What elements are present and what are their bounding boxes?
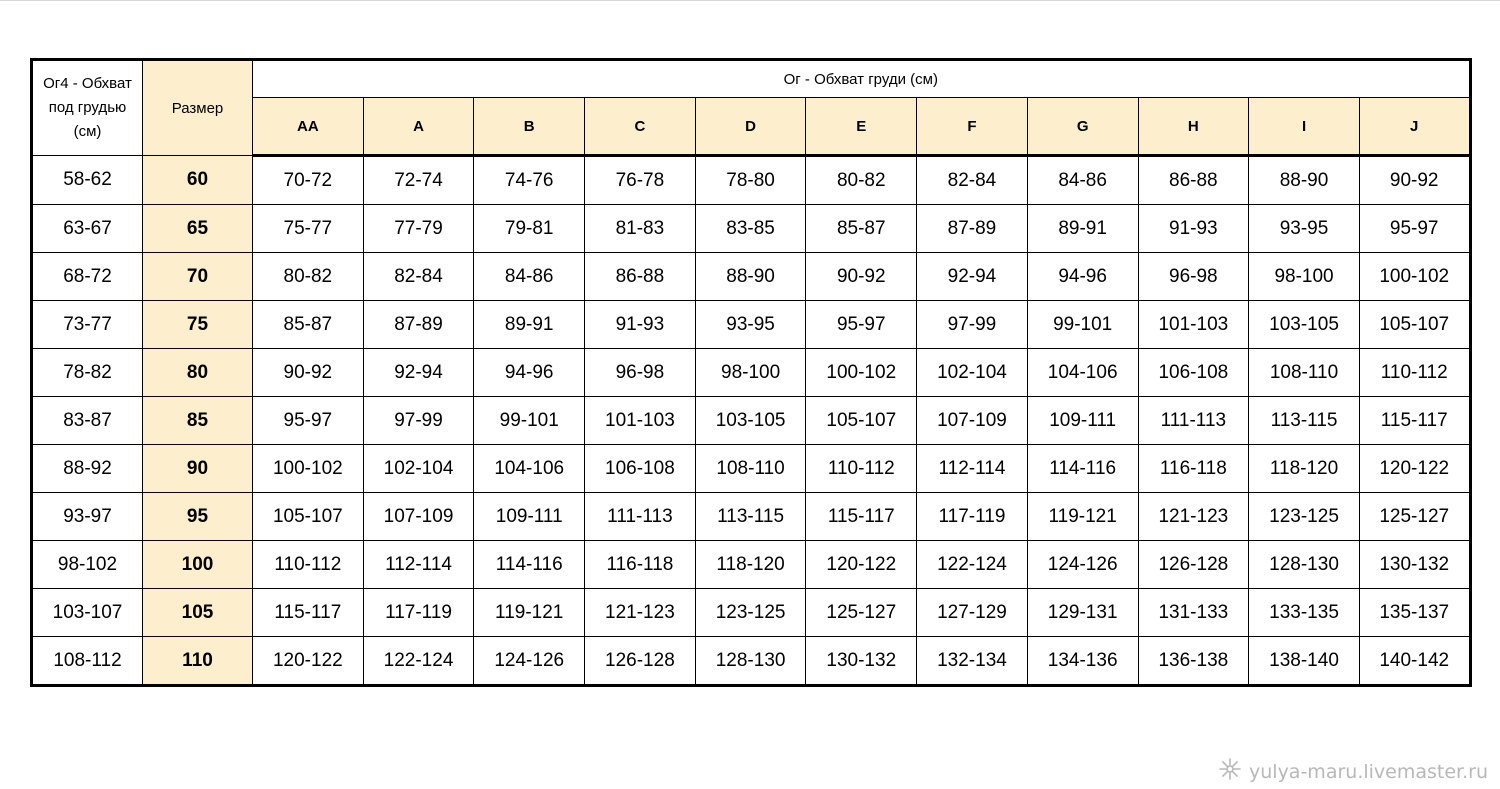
bust-cell: 135-137 — [1359, 589, 1470, 637]
cup-header-f: F — [917, 98, 1028, 156]
cup-header-g: G — [1027, 98, 1138, 156]
bust-cell: 125-127 — [1359, 493, 1470, 541]
bust-cell: 109-111 — [1027, 397, 1138, 445]
table-row — [32, 301, 1471, 349]
bust-cell: 85-87 — [806, 205, 917, 253]
cup-header-i: I — [1249, 98, 1360, 156]
bust-cell: 121-123 — [585, 589, 696, 637]
watermark — [1219, 758, 1488, 785]
bust-cell: 84-86 — [474, 253, 585, 301]
bust-cell: 98-100 — [1249, 253, 1360, 301]
bust-cell: 123-125 — [1249, 493, 1360, 541]
bust-cell: 86-88 — [585, 253, 696, 301]
table-row — [32, 205, 1471, 253]
bust-cell: 100-102 — [806, 349, 917, 397]
bust-cell: 116-118 — [1138, 445, 1249, 493]
bust-cell: 96-98 — [585, 349, 696, 397]
bust-cell: 129-131 — [1027, 589, 1138, 637]
bust-cell: 110-112 — [1359, 349, 1470, 397]
bust-cell: 109-111 — [474, 493, 585, 541]
bust-cell: 118-120 — [1249, 445, 1360, 493]
bust-cell: 133-135 — [1249, 589, 1360, 637]
cup-header-b: B — [474, 98, 585, 156]
underbust-cell: 93-97 — [32, 493, 143, 541]
bust-cell: 87-89 — [363, 301, 474, 349]
bust-cell: 123-125 — [695, 589, 806, 637]
bust-cell: 79-81 — [474, 205, 585, 253]
bust-cell: 87-89 — [917, 205, 1028, 253]
bust-cell: 134-136 — [1027, 637, 1138, 686]
size-cell: 100 — [143, 541, 253, 589]
size-cell: 90 — [143, 445, 253, 493]
bust-cell: 138-140 — [1249, 637, 1360, 686]
bust-cell: 97-99 — [917, 301, 1028, 349]
bust-cell: 117-119 — [917, 493, 1028, 541]
bust-cell: 110-112 — [806, 445, 917, 493]
underbust-header: Ог4 - Обхват под грудью (см) — [32, 60, 143, 156]
table-row — [32, 397, 1471, 445]
bust-cell: 126-128 — [1138, 541, 1249, 589]
bust-cell: 122-124 — [363, 637, 474, 686]
table-row — [32, 589, 1471, 637]
bust-cell: 84-86 — [1027, 156, 1138, 205]
cup-header-d: D — [695, 98, 806, 156]
bust-cell: 99-101 — [1027, 301, 1138, 349]
bust-cell: 105-107 — [1359, 301, 1470, 349]
bust-cell: 131-133 — [1138, 589, 1249, 637]
bust-cell: 111-113 — [1138, 397, 1249, 445]
bust-cell: 92-94 — [917, 253, 1028, 301]
bust-cell: 95-97 — [253, 397, 364, 445]
bust-cell: 108-110 — [695, 445, 806, 493]
underbust-cell: 73-77 — [32, 301, 143, 349]
bust-cell: 101-103 — [1138, 301, 1249, 349]
bust-cell: 140-142 — [1359, 637, 1470, 686]
size-cell: 65 — [143, 205, 253, 253]
bust-cell: 128-130 — [695, 637, 806, 686]
bust-cell: 117-119 — [363, 589, 474, 637]
bust-cell: 132-134 — [917, 637, 1028, 686]
snowflake-logo-icon — [1219, 758, 1241, 785]
size-cell: 60 — [143, 156, 253, 205]
bust-cell: 99-101 — [474, 397, 585, 445]
size-cell: 95 — [143, 493, 253, 541]
bust-cell: 103-105 — [695, 397, 806, 445]
underbust-cell: 63-67 — [32, 205, 143, 253]
bust-cell: 74-76 — [474, 156, 585, 205]
bust-cell: 101-103 — [585, 397, 696, 445]
bust-cell: 119-121 — [474, 589, 585, 637]
bust-cell: 130-132 — [1359, 541, 1470, 589]
underbust-cell: 68-72 — [32, 253, 143, 301]
bust-cell: 72-74 — [363, 156, 474, 205]
bust-cell: 86-88 — [1138, 156, 1249, 205]
table-row — [32, 445, 1471, 493]
bust-cell: 92-94 — [363, 349, 474, 397]
bust-cell: 107-109 — [363, 493, 474, 541]
bust-cell: 95-97 — [806, 301, 917, 349]
bust-cell: 113-115 — [1249, 397, 1360, 445]
bust-cell: 115-117 — [806, 493, 917, 541]
top-divider — [0, 0, 1500, 1]
bust-cell: 102-104 — [917, 349, 1028, 397]
bust-header: Ог - Обхват груди (см) — [253, 60, 1471, 98]
table-row — [32, 637, 1471, 686]
size-cell: 75 — [143, 301, 253, 349]
bust-cell: 94-96 — [1027, 253, 1138, 301]
bust-cell: 106-108 — [1138, 349, 1249, 397]
bust-cell: 81-83 — [585, 205, 696, 253]
bust-cell: 97-99 — [363, 397, 474, 445]
size-cell: 105 — [143, 589, 253, 637]
bust-cell: 126-128 — [585, 637, 696, 686]
cup-header-c: C — [585, 98, 696, 156]
bust-cell: 93-95 — [695, 301, 806, 349]
cup-header-aa: AA — [253, 98, 364, 156]
bust-cell: 112-114 — [917, 445, 1028, 493]
bust-cell: 106-108 — [585, 445, 696, 493]
bust-cell: 124-126 — [1027, 541, 1138, 589]
bust-cell: 80-82 — [253, 253, 364, 301]
bust-cell: 118-120 — [695, 541, 806, 589]
underbust-cell: 83-87 — [32, 397, 143, 445]
underbust-cell: 88-92 — [32, 445, 143, 493]
bust-cell: 89-91 — [1027, 205, 1138, 253]
bust-cell: 90-92 — [806, 253, 917, 301]
bust-cell: 128-130 — [1249, 541, 1360, 589]
table-body — [32, 156, 1471, 686]
bust-cell: 77-79 — [363, 205, 474, 253]
size-header: Размер — [143, 60, 253, 156]
table-row — [32, 493, 1471, 541]
size-cell: 110 — [143, 637, 253, 686]
bust-cell: 90-92 — [253, 349, 364, 397]
bust-cell: 127-129 — [917, 589, 1028, 637]
bust-cell: 70-72 — [253, 156, 364, 205]
bust-cell: 93-95 — [1249, 205, 1360, 253]
bust-cell: 112-114 — [363, 541, 474, 589]
bust-cell: 124-126 — [474, 637, 585, 686]
bust-cell: 121-123 — [1138, 493, 1249, 541]
cup-header-e: E — [806, 98, 917, 156]
table-row — [32, 253, 1471, 301]
bust-cell: 104-106 — [474, 445, 585, 493]
table-row — [32, 156, 1471, 205]
bust-cell: 82-84 — [363, 253, 474, 301]
watermark-text: yulya-maru.livemaster.ru — [1249, 760, 1488, 783]
bust-cell: 120-122 — [1359, 445, 1470, 493]
bust-cell: 119-121 — [1027, 493, 1138, 541]
size-cell: 80 — [143, 349, 253, 397]
bust-cell: 113-115 — [695, 493, 806, 541]
bust-cell: 98-100 — [695, 349, 806, 397]
bust-cell: 120-122 — [806, 541, 917, 589]
bust-cell: 90-92 — [1359, 156, 1470, 205]
bust-cell: 115-117 — [253, 589, 364, 637]
underbust-cell: 103-107 — [32, 589, 143, 637]
bust-cell: 125-127 — [806, 589, 917, 637]
bust-cell: 115-117 — [1359, 397, 1470, 445]
bust-cell: 76-78 — [585, 156, 696, 205]
underbust-cell: 78-82 — [32, 349, 143, 397]
bust-cell: 116-118 — [585, 541, 696, 589]
bust-cell: 75-77 — [253, 205, 364, 253]
bust-cell: 85-87 — [253, 301, 364, 349]
bust-cell: 114-116 — [474, 541, 585, 589]
bust-cell: 105-107 — [806, 397, 917, 445]
bust-cell: 136-138 — [1138, 637, 1249, 686]
underbust-cell: 98-102 — [32, 541, 143, 589]
bust-cell: 96-98 — [1138, 253, 1249, 301]
bust-cell: 80-82 — [806, 156, 917, 205]
bust-cell: 91-93 — [1138, 205, 1249, 253]
bust-cell: 100-102 — [1359, 253, 1470, 301]
bust-cell: 103-105 — [1249, 301, 1360, 349]
bra-size-table — [30, 58, 1472, 687]
bust-cell: 111-113 — [585, 493, 696, 541]
table-row — [32, 541, 1471, 589]
size-cell: 70 — [143, 253, 253, 301]
bust-cell: 91-93 — [585, 301, 696, 349]
bust-cell: 120-122 — [253, 637, 364, 686]
bust-cell: 114-116 — [1027, 445, 1138, 493]
bust-cell: 89-91 — [474, 301, 585, 349]
underbust-cell: 108-112 — [32, 637, 143, 686]
bust-cell: 108-110 — [1249, 349, 1360, 397]
bust-cell: 83-85 — [695, 205, 806, 253]
cup-header-j: J — [1359, 98, 1470, 156]
bust-cell: 107-109 — [917, 397, 1028, 445]
bust-cell: 88-90 — [1249, 156, 1360, 205]
bust-cell: 130-132 — [806, 637, 917, 686]
bust-cell: 122-124 — [917, 541, 1028, 589]
cup-header-h: H — [1138, 98, 1249, 156]
bust-cell: 105-107 — [253, 493, 364, 541]
cup-header-a: A — [363, 98, 474, 156]
underbust-cell: 58-62 — [32, 156, 143, 205]
bust-cell: 88-90 — [695, 253, 806, 301]
size-cell: 85 — [143, 397, 253, 445]
bust-cell: 110-112 — [253, 541, 364, 589]
bust-cell: 100-102 — [253, 445, 364, 493]
bust-cell: 102-104 — [363, 445, 474, 493]
bust-cell: 95-97 — [1359, 205, 1470, 253]
bust-cell: 82-84 — [917, 156, 1028, 205]
bust-cell: 94-96 — [474, 349, 585, 397]
bust-cell: 78-80 — [695, 156, 806, 205]
bust-cell: 104-106 — [1027, 349, 1138, 397]
table-row — [32, 349, 1471, 397]
